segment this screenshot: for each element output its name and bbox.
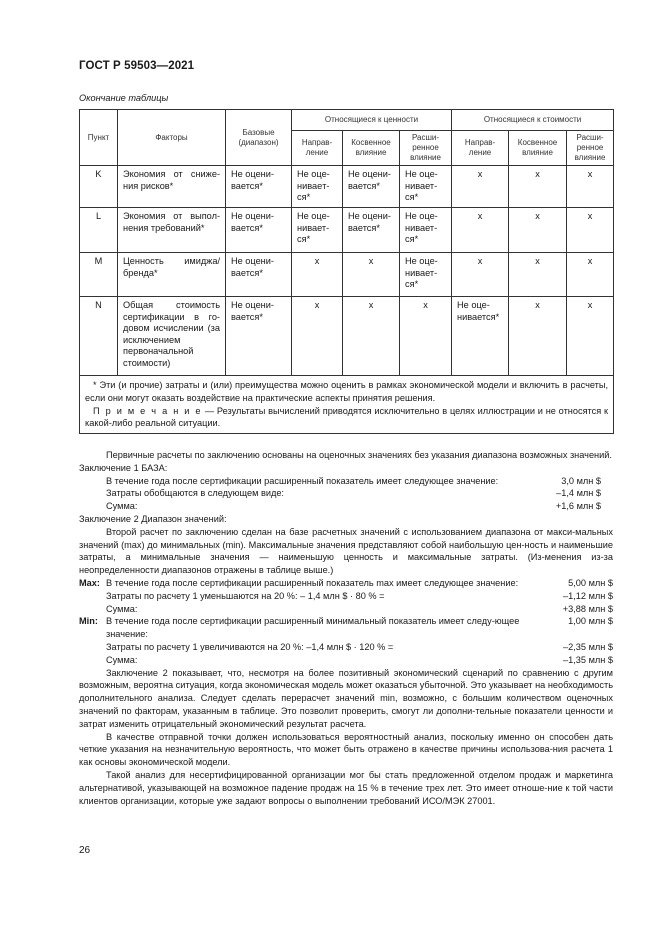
cell-base: Не оцени-вается* <box>226 166 292 208</box>
cell-value-direction: x <box>292 297 343 376</box>
cell-cost-indirect: x <box>509 297 567 376</box>
min-block <box>79 615 613 666</box>
cell-point: M <box>80 253 118 297</box>
cell-cost-extended: x <box>567 208 614 253</box>
table-notes <box>80 376 614 434</box>
cell-value-direction: Не оце-ниваeт-ся* <box>292 166 343 208</box>
conclusion-2-title: Заключение 2 Диапазон значений: <box>79 513 227 524</box>
c1-line-3: Сумма: <box>106 501 138 512</box>
c1-value-3: +1,6 млн $ <box>555 501 601 512</box>
min-value-1: 1,00 млн $ <box>568 616 613 627</box>
cell-value-indirect: Не оцени-вается* <box>343 166 400 208</box>
max-line-1: В течение года после сертификации расширенный показатель max имеет следующее значение: <box>106 577 519 588</box>
note-label: П р и м е ч а н и е <box>93 405 203 416</box>
c1-line-1: В течение года после сертификации расширенный показатель имеет следующее значение: <box>106 475 499 486</box>
cell-value-direction: Не оце-нивает-ся* <box>292 208 343 253</box>
cell-cost-indirect: x <box>509 208 567 253</box>
cell-point: K <box>80 166 118 208</box>
table-caption: Окончание таблицы <box>79 93 169 103</box>
note-text: — Результаты вычислений приводятся исключительно в целях иллюстрации и не относятся к какой-либо реальной ситуации. <box>85 405 609 429</box>
paragraph-second-calc: Второй расчет по заключению сделан на базе расчетных значений с использованием диапазона от макси-мальных значений (max) до минимальных (min). Максимальные значения представляют собой наибольшую цен-ность и наименьшие затраты, а минимальные значения — наименьшую ценность и максимальные затраты. (Из-менения из-за неопределенности диапазонов отражены в таблице выше.) <box>79 526 613 576</box>
cell-point: L <box>80 208 118 253</box>
cell-value-extended: Не оце-нивает-ся* <box>400 166 452 208</box>
paragraph-conclusion-2-analysis: Заключение 2 показывает, что, несмотря на более позитивный экономический сценарий по сравнению с другим возможным, вероятна ситуация, когда экономическая модель может оказаться убыточной. Это указывает на необходимость дополнительного анализа. Следует сделать перерасчет значений min, возможно, с большим количеством оценочных значений по факторам, указанным в таблице. Это позволит проверить, смогут ли дополни-тельные показатели ценности и затрат изменить отрицательный экономический результат расчета. <box>79 667 613 729</box>
cell-factor: Общая стоимость сертификации в го-довом исчислении (за исключением первоначальной стоимости) <box>118 297 226 376</box>
header-cost-indirect: Косвенное влияние <box>509 131 567 166</box>
table-row <box>80 166 614 208</box>
min-label: Min: <box>79 616 98 627</box>
cell-value-extended: Не оце-нивает-ся* <box>400 253 452 297</box>
c1-value-2: –1,4 млн $ <box>556 488 601 499</box>
cell-base: Не оцени-вается* <box>226 297 292 376</box>
max-line-3: Сумма: <box>106 603 138 614</box>
cell-cost-extended: x <box>567 166 614 208</box>
paragraph-primary-calc: Первичные расчеты по заключению основаны на оценочных значениях без указания диапазона возможных значений. <box>106 450 612 460</box>
document-header: ГОСТ Р 59503—2021 <box>79 60 195 72</box>
paragraph-probabilistic-analysis: В качестве отправной точки должен использоваться вероятностный анализ, поскольку именно он способен дать четкие указания на незначительную вероятность, что может быть отражено в качестве причины использова-ния расчета 1 как основы экономической модели. <box>79 731 613 768</box>
c1-value-1: 3,0 млн $ <box>561 475 601 486</box>
cell-cost-extended: x <box>567 297 614 376</box>
cell-value-direction: x <box>292 253 343 297</box>
cell-value-indirect: x <box>343 253 400 297</box>
cell-point: N <box>80 297 118 376</box>
header-value-indirect: Косвенное влияние <box>343 131 400 166</box>
min-line-3: Сумма: <box>106 654 138 665</box>
header-group-cost: Относящиеся к стоимости <box>452 110 614 131</box>
cell-value-extended: Не оце-нивает-ся* <box>400 208 452 253</box>
header-point: Пункт <box>80 110 118 166</box>
min-value-3: –1,35 млн $ <box>563 654 613 665</box>
min-value-2: –2,35 млн $ <box>563 641 613 652</box>
cell-value-extended: x <box>400 297 452 376</box>
cell-value-indirect: x <box>343 297 400 376</box>
table-row <box>80 253 614 297</box>
cell-cost-direction: x <box>452 166 509 208</box>
cell-cost-direction: x <box>452 253 509 297</box>
table-row <box>80 208 614 253</box>
max-value-1: 5,00 млн $ <box>568 577 613 588</box>
cell-factor: Экономия от выпол-нения требований* <box>118 208 226 253</box>
c1-line-2: Затраты обобщаются в следующем виде: <box>106 488 284 499</box>
max-block <box>79 577 613 615</box>
max-value-3: +3,88 млн $ <box>562 603 613 614</box>
header-cost-direction: Направ-ление <box>452 131 509 166</box>
table-notes-row <box>80 376 614 434</box>
header-factors: Факторы <box>118 110 226 166</box>
max-value-2: –1,12 млн $ <box>563 590 613 601</box>
header-base: Базовые (диапазон) <box>226 110 292 166</box>
table-row <box>80 297 614 376</box>
min-line-1: В течение года после сертификации расширенный минимальный показатель имеет следу-ющее значение: <box>106 616 520 640</box>
cell-value-indirect: Не оцени-вается* <box>343 208 400 253</box>
header-value-direction: Направ-ление <box>292 131 343 166</box>
table-note <box>85 405 608 431</box>
cell-cost-direction: Не оце-нивается* <box>452 297 509 376</box>
cell-cost-direction: x <box>452 208 509 253</box>
factors-table <box>79 109 614 434</box>
conclusion-1-block <box>79 475 613 513</box>
min-line-2: Затраты по расчету 1 увеличиваются на 20 %: –1,4 млн $ · 120 % = <box>106 641 394 652</box>
table-footnote: * Эти (и прочие) затраты и (или) преимущества можно оценить в рамках экономической модели и включить в расчеты, если они могут оказать воздействие на практические аспекты принятия решения. <box>85 380 609 403</box>
header-cost-extended: Расши-ренное влияние <box>567 131 614 166</box>
conclusion-1-title: Заключение 1 БАЗА: <box>79 462 168 473</box>
cell-cost-indirect: x <box>509 253 567 297</box>
cell-cost-extended: x <box>567 253 614 297</box>
cell-factor: Ценность имиджа/ бренда* <box>118 253 226 297</box>
page-number: 26 <box>79 845 91 856</box>
header-group-value: Относящиеся к ценности <box>292 110 452 131</box>
max-label: Max: <box>79 577 100 588</box>
body-text <box>79 449 613 807</box>
max-line-2: Затраты по расчету 1 уменьшаются на 20 %: – 1,4 млн $ · 80 % = <box>106 590 385 601</box>
cell-base: Не оцени-вается* <box>226 253 292 297</box>
cell-cost-indirect: x <box>509 166 567 208</box>
cell-base: Не оцени-вается* <box>226 208 292 253</box>
cell-factor: Экономия от сниже-ния рисков* <box>118 166 226 208</box>
header-value-extended: Расши-ренное влияние <box>400 131 452 166</box>
paragraph-uncertified-org: Такой анализ для несертифицированной организации мог бы стать предложенной отделом продаж и маркетинга альтернативой, указывающей на возможное падение продаж на 15 % в течение трех лет. Это имеет отноше-ние к той части клиентов организации, которые уже задают вопросы о выполнении требований ИСО/МЭК 27001. <box>79 769 613 806</box>
